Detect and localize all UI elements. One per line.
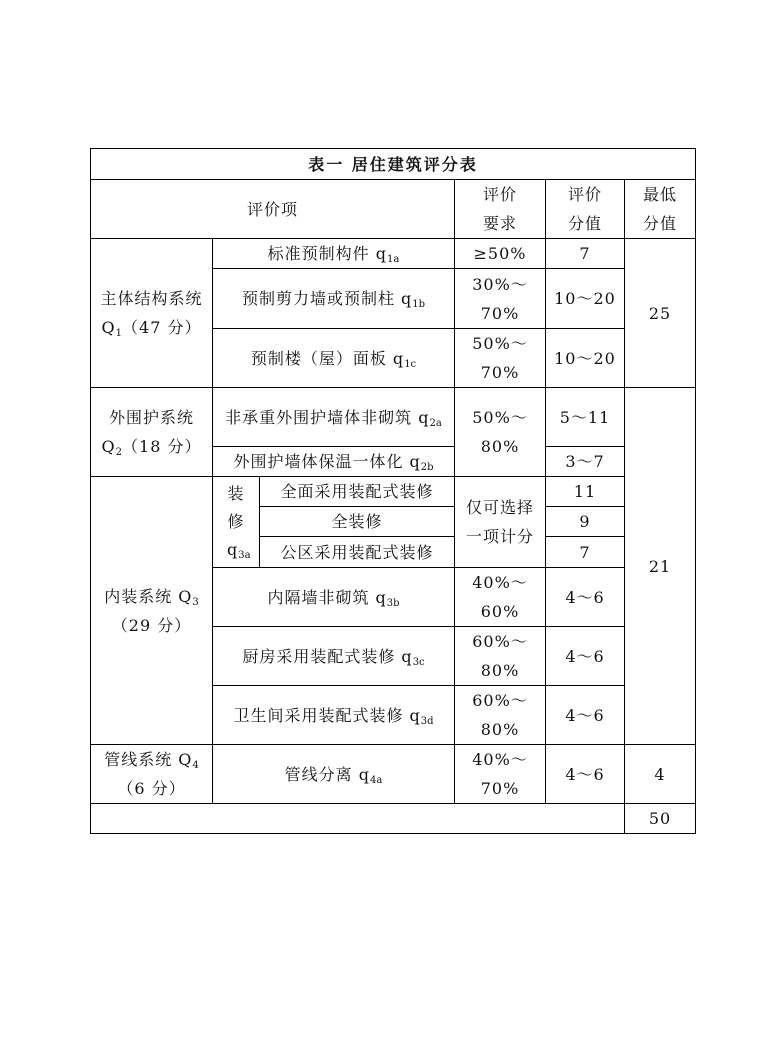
row-q2a-score: 5～11 bbox=[546, 388, 625, 447]
decor-group-requirement: 仅可选择一项计分 bbox=[455, 477, 546, 568]
decor-group-label: 装修 $q_{3a}$ bbox=[213, 477, 260, 568]
section-q2q3-min-score: 21 bbox=[625, 388, 696, 745]
row-q1a-requirement: ≥50% bbox=[455, 239, 546, 269]
row-q1b-requirement: 30%～70% bbox=[455, 269, 546, 329]
row-q3b-label: 内隔墙非砌筑 $q_{3b}$ bbox=[213, 568, 455, 627]
section-q1-min-score: 25 bbox=[625, 239, 696, 388]
row-q4a-score: 4～6 bbox=[546, 745, 625, 804]
decor-option-full-fitout: 全装修 bbox=[260, 507, 455, 537]
table-row bbox=[91, 745, 696, 804]
decor-option-full-fitout-score: 9 bbox=[546, 507, 625, 537]
row-q3d-label: 卫生间采用装配式装修 $q_{3d}$ bbox=[213, 686, 455, 745]
row-q1a-score: 7 bbox=[546, 239, 625, 269]
row-q3d-score: 4～6 bbox=[546, 686, 625, 745]
header-min-score: 最低分值 bbox=[625, 180, 696, 239]
table-row bbox=[91, 804, 696, 834]
header-score: 评价分值 bbox=[546, 180, 625, 239]
section-q2-name: 外围护系统 $Q_2(18$ 分） bbox=[91, 388, 213, 477]
total-label-cell bbox=[91, 804, 625, 834]
decor-option-full-prefab: 全面采用装配式装修 bbox=[260, 477, 455, 507]
header-item: 评价项 bbox=[91, 180, 455, 239]
row-q4a-label: 管线分离 $q_{4a}$ bbox=[213, 745, 455, 804]
row-q3b-score: 4～6 bbox=[546, 568, 625, 627]
section-q4-min-score: 4 bbox=[625, 745, 696, 804]
row-q2b-score: 3～7 bbox=[546, 447, 625, 477]
row-q1c-score: 10～20 bbox=[546, 329, 625, 388]
table-title: 表一 居住建筑评分表 bbox=[91, 149, 696, 180]
section-q4-name: 管线系统 $Q_4(6$ 分） bbox=[91, 745, 213, 804]
row-q3b-requirement: 40%～60% bbox=[455, 568, 546, 627]
section-q2-requirement: 50%～80% bbox=[455, 388, 546, 477]
row-q1c-label: 预制楼（屋）面板 $q_{1c}$ bbox=[213, 329, 455, 388]
row-q1a-label: 标准预制构件 $q_{1a}$ bbox=[213, 239, 455, 269]
header-requirement: 评价要求 bbox=[455, 180, 546, 239]
section-q3-name: 内装系统 $Q_3(29$ 分） bbox=[91, 477, 213, 745]
row-q3c-label: 厨房采用装配式装修 $q_{3c}$ bbox=[213, 627, 455, 686]
row-q1b-score: 10～20 bbox=[546, 269, 625, 329]
decor-option-full-prefab-score: 11 bbox=[546, 477, 625, 507]
row-q1c-requirement: 50%～70% bbox=[455, 329, 546, 388]
section-q1-name: 主体结构系统 $Q_1(47$ 分） bbox=[91, 239, 213, 388]
row-q1b-label: 预制剪力墙或预制柱 $q_{1b}$ bbox=[213, 269, 455, 329]
residential-building-score-table bbox=[90, 148, 696, 834]
row-q4a-requirement: 40%～70% bbox=[455, 745, 546, 804]
row-q2b-label: 外围护墙体保温一体化 $q_{2b}$ bbox=[213, 447, 455, 477]
decor-option-public-prefab-score: 7 bbox=[546, 537, 625, 568]
table-row bbox=[91, 477, 696, 507]
row-q3c-requirement: 60%～80% bbox=[455, 627, 546, 686]
decor-option-public-prefab: 公区采用装配式装修 bbox=[260, 537, 455, 568]
table-row bbox=[91, 239, 696, 269]
row-q3c-score: 4～6 bbox=[546, 627, 625, 686]
row-q3d-requirement: 60%～80% bbox=[455, 686, 546, 745]
total-min-score: 50 bbox=[625, 804, 696, 834]
table-row bbox=[91, 388, 696, 447]
row-q2a-label: 非承重外围护墙体非砌筑 $q_{2a}$ bbox=[213, 388, 455, 447]
